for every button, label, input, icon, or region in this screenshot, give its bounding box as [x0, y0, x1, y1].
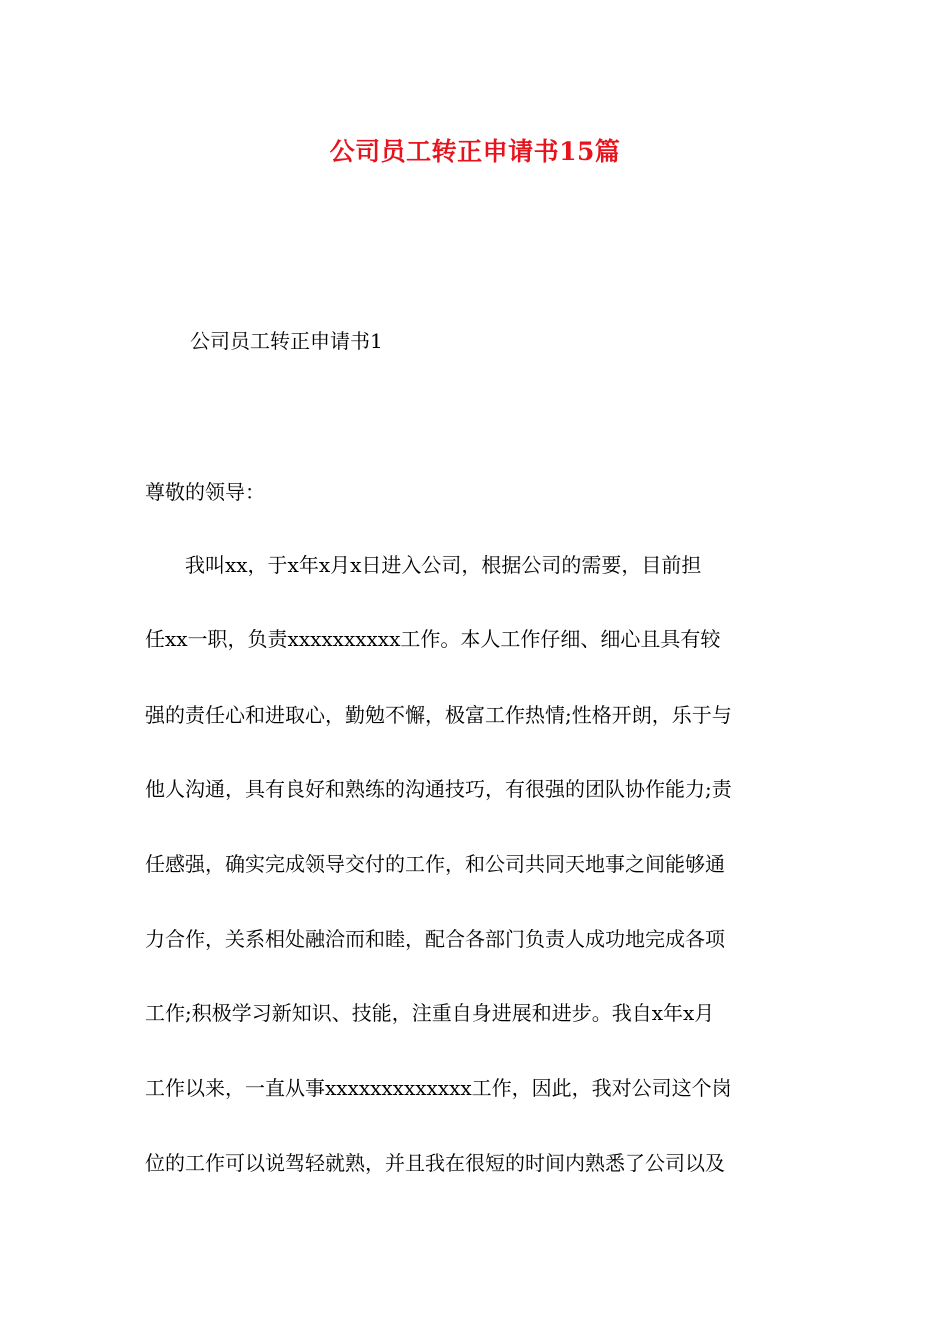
body-line: 我叫xx，于x年x月x日进入公司，根据公司的需要，目前担 — [145, 553, 702, 577]
salutation: 尊敬的领导： — [145, 480, 265, 504]
body-line: 任感强，确实完成领导交付的工作，和公司共同天地事之间能够通 — [145, 852, 725, 876]
body-line: 他人沟通，具有良好和熟练的沟通技巧，有很强的团队协作能力;责 — [145, 777, 732, 801]
body-line: 工作;积极学习新知识、技能，注重自身进展和进步。我自x年x月 — [145, 1001, 715, 1025]
body-line: 工作以来，一直从事xxxxxxxxxxxxx工作，因此，我对公司这个岗 — [145, 1076, 732, 1100]
body-line: 力合作，关系相处融洽而和睦，配合各部门负责人成功地完成各项 — [145, 927, 725, 951]
body-line: 强的责任心和进取心，勤勉不懈，极富工作热情;性格开朗，乐于与 — [145, 703, 732, 727]
document-title: 公司员工转正申请书15篇 — [329, 137, 621, 166]
body-line: 任xx一职，负责xxxxxxxxxx工作。本人工作仔细、细心且具有较 — [145, 627, 721, 651]
body-line: 位的工作可以说驾轻就熟，并且我在很短的时间内熟悉了公司以及 — [145, 1151, 725, 1175]
section-heading: 公司员工转正申请书1 — [190, 329, 383, 353]
